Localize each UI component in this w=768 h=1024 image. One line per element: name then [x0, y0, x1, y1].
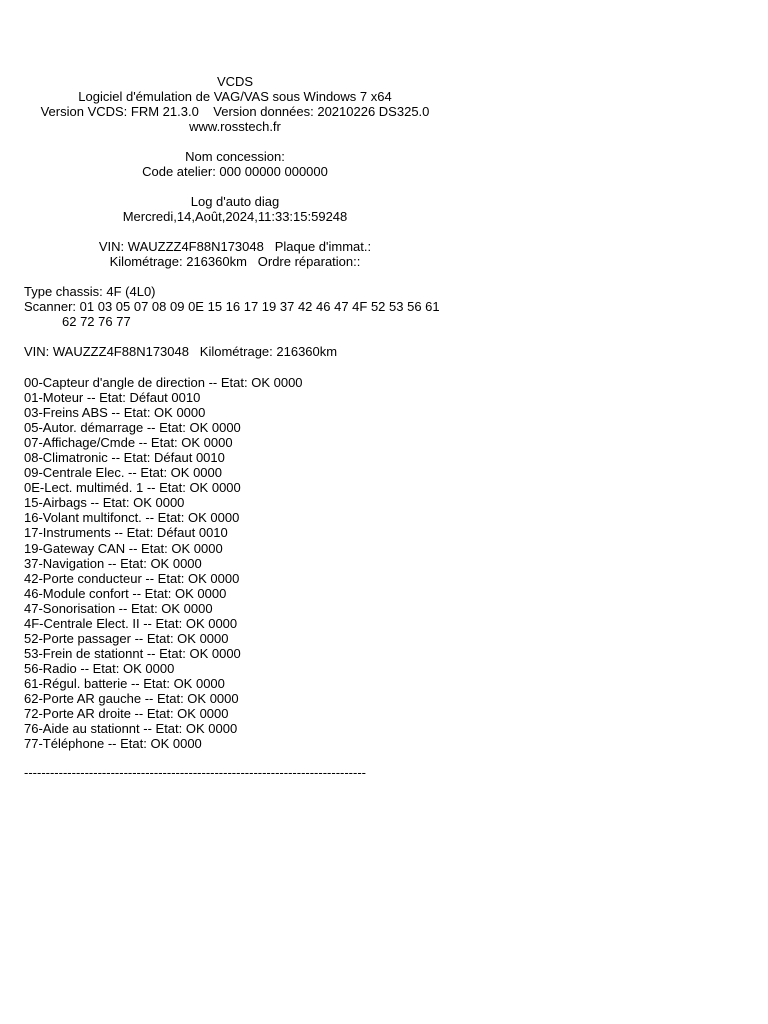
- module-status-item: 0E-Lect. multiméd. 1 -- Etat: OK 0000: [24, 480, 241, 496]
- vin-mileage-line: VIN: WAUZZZ4F88N173048 Kilométrage: 216360km: [24, 344, 338, 359]
- module-status-item: 46-Module confort -- Etat: OK 0000: [24, 585, 227, 601]
- module-status-item: 07-Affichage/Cmde -- Etat: OK 0000: [24, 435, 233, 451]
- module-status-item: 62-Porte AR gauche -- Etat: OK 0000: [24, 690, 239, 706]
- separator-line: -------------------------------------------------------------------------------: [24, 765, 366, 780]
- version-line: Version VCDS: FRM 21.3.0 Version données: 20210226 DS325.0: [40, 104, 430, 119]
- module-status-item: 76-Aide au stationnt -- Etat: OK 0000: [24, 721, 238, 737]
- module-status-item: 19-Gateway CAN -- Etat: OK 0000: [24, 540, 223, 556]
- module-status-item: 16-Volant multifonct. -- Etat: OK 0000: [24, 510, 240, 526]
- website: www.rosstech.fr: [189, 119, 281, 134]
- module-status-item: 53-Frein de stationnt -- Etat: OK 0000: [24, 645, 241, 661]
- mileage-order-line: Kilométrage: 216360km Ordre réparation::: [109, 254, 361, 269]
- module-status-item: 08-Climatronic -- Etat: Défaut 0010: [24, 450, 225, 466]
- module-status-item: 42-Porte conducteur -- Etat: OK 0000: [24, 570, 240, 586]
- module-status-item: 52-Porte passager -- Etat: OK 0000: [24, 630, 229, 646]
- module-status-item: 47-Sonorisation -- Etat: OK 0000: [24, 600, 213, 616]
- module-status-item: 37-Navigation -- Etat: OK 0000: [24, 555, 202, 571]
- module-status-item: 03-Freins ABS -- Etat: OK 0000: [24, 405, 206, 421]
- log-datetime: Mercredi,14,Août,2024,11:33:15:59248: [122, 209, 348, 224]
- app-subtitle: Logiciel d'émulation de VAG/VAS sous Windows 7 x64: [78, 89, 392, 104]
- module-status-list: [24, 375, 303, 751]
- scanner-line: Scanner: 01 03 05 07 08 09 0E 15 16 17 19 37 42 46 47 4F 52 53 56 61: [24, 299, 440, 314]
- module-status-item: 77-Téléphone -- Etat: OK 0000: [24, 736, 202, 752]
- shop-code: Code atelier: 000 00000 000000: [142, 164, 328, 179]
- app-title: VCDS: [216, 74, 254, 89]
- dealer-name-label: Nom concession:: [185, 149, 285, 164]
- chassis-type: Type chassis: 4F (4L0): [24, 284, 156, 299]
- scanner-line-continued: 62 72 76 77: [62, 314, 131, 329]
- module-status-item: 17-Instruments -- Etat: Défaut 0010: [24, 525, 228, 541]
- module-status-item: 56-Radio -- Etat: OK 0000: [24, 660, 175, 676]
- module-status-item: 00-Capteur d'angle de direction -- Etat: OK 0000: [24, 375, 303, 390]
- module-status-item: 09-Centrale Elec. -- Etat: OK 0000: [24, 465, 222, 481]
- module-status-item: 72-Porte AR droite -- Etat: OK 0000: [24, 706, 229, 722]
- module-status-item: 05-Autor. démarrage -- Etat: OK 0000: [24, 420, 241, 436]
- module-status-item: 4F-Centrale Elect. II -- Etat: OK 0000: [24, 615, 238, 631]
- log-title: Log d'auto diag: [190, 194, 280, 209]
- vin-plate-line: VIN: WAUZZZ4F88N173048 Plaque d'immat.:: [98, 239, 372, 254]
- module-status-item: 61-Régul. batterie -- Etat: OK 0000: [24, 675, 225, 691]
- module-status-item: 01-Moteur -- Etat: Défaut 0010: [24, 390, 201, 406]
- module-status-item: 15-Airbags -- Etat: OK 0000: [24, 495, 185, 511]
